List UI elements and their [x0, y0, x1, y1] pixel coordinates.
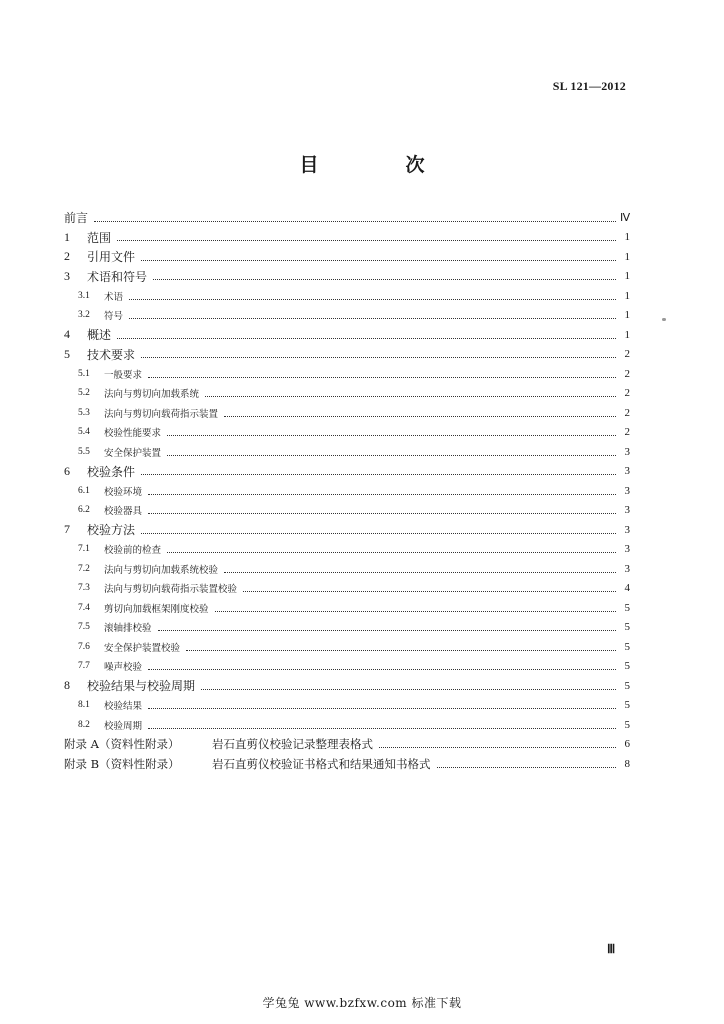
toc-leader-dots — [141, 473, 616, 475]
toc-entry-number: 3 — [64, 268, 70, 283]
toc-entry — [64, 325, 630, 345]
toc-leader-dots — [148, 493, 616, 495]
toc-entry-number: 7.2 — [78, 563, 90, 574]
toc-entry — [64, 306, 630, 326]
toc-leader-dots — [141, 259, 616, 261]
toc-entry-page: 4 — [624, 582, 630, 595]
toc-entry — [64, 286, 630, 306]
toc-entry-number: 7.1 — [78, 544, 90, 555]
toc-entry-page: Ⅳ — [620, 212, 631, 225]
toc-entry-title: 安全保护装置校验 — [104, 642, 181, 654]
toc-leader-dots — [141, 356, 616, 358]
toc-entry-title: 术语和符号 — [87, 269, 148, 284]
toc-leader-dots — [148, 707, 616, 709]
toc-entry — [64, 267, 630, 287]
toc-entry-title: 法向与剪切向加载系统 — [104, 389, 200, 401]
toc-entry — [64, 696, 630, 716]
toc-entry — [64, 462, 630, 482]
toc-entry-number: 6 — [64, 463, 70, 478]
toc-entry-page: 1 — [624, 231, 630, 244]
toc-entry-page: 1 — [624, 328, 630, 341]
toc-leader-dots — [201, 688, 616, 690]
toc-entry-title: 校验环境 — [104, 486, 143, 498]
toc-entry-page: 1 — [624, 309, 630, 322]
toc-leader-dots — [117, 239, 616, 241]
toc-entry-title: 校验器具 — [104, 506, 143, 518]
toc-leader-dots — [148, 512, 616, 514]
toc-entry-number: 8.1 — [78, 700, 90, 711]
toc-leader-dots — [215, 610, 616, 612]
toc-entry-page: 3 — [624, 504, 630, 517]
toc-entry-title: 岩石直剪仪校验记录整理表格式 — [212, 737, 373, 752]
toc-entry-page: 3 — [624, 543, 630, 556]
toc-leader-dots — [148, 727, 616, 729]
toc-entry-number: 附录 B（资料性附录） — [64, 756, 180, 771]
toc-entry — [64, 559, 630, 579]
toc-entry-number: 7.5 — [78, 622, 90, 633]
page-number: Ⅲ — [607, 942, 616, 956]
toc-entry-number: 附录 A（资料性附录） — [64, 737, 180, 752]
toc-leader-dots — [153, 278, 616, 280]
toc-entry-title: 噪声校验 — [104, 662, 143, 674]
toc-leader-dots — [167, 434, 616, 436]
toc-entry — [64, 715, 630, 735]
toc-entry — [64, 598, 630, 618]
toc-leader-dots — [437, 766, 617, 768]
toc-leader-dots — [205, 395, 616, 397]
toc-entry-number: 2 — [64, 249, 70, 264]
toc-entry-title: 安全保护装置 — [104, 447, 162, 459]
toc-entry — [64, 501, 630, 521]
toc-entry-title: 校验条件 — [87, 464, 136, 479]
toc-entry-page: 2 — [624, 387, 630, 400]
toc-entry-number: 8 — [64, 678, 70, 693]
toc-entry — [64, 228, 630, 248]
toc-entry-page: 5 — [624, 679, 630, 692]
toc-entry-page: 5 — [624, 601, 630, 614]
toc-entry-number: 7.7 — [78, 661, 90, 672]
toc-entry-page: 5 — [624, 621, 630, 634]
toc-leader-dots — [167, 551, 616, 553]
toc-entry — [64, 579, 630, 599]
toc-entry-number: 3.2 — [78, 310, 90, 321]
toc-entry-number: 6.1 — [78, 485, 90, 496]
toc-entry-page: 3 — [624, 523, 630, 536]
toc-entry-page: 1 — [624, 289, 630, 302]
toc-entry-title: 剪切向加载框架刚度校验 — [104, 603, 209, 615]
toc-leader-dots — [379, 746, 616, 748]
toc-entry-title: 一般要求 — [104, 369, 143, 381]
toc-entry-number: 7.3 — [78, 583, 90, 594]
toc-entry-number: 5.5 — [78, 446, 90, 457]
toc-entry-title: 校验周期 — [104, 720, 143, 732]
page-title: 目 次 — [299, 154, 459, 176]
toc-entry — [64, 481, 630, 501]
toc-entry — [64, 520, 630, 540]
toc-entry-title: 术语 — [104, 291, 124, 303]
toc-entry-page: 2 — [624, 348, 630, 361]
toc-entry — [64, 423, 630, 443]
toc-leader-dots — [94, 220, 616, 222]
toc-entry-number: 1 — [64, 229, 70, 244]
toc-entry-title: 概述 — [87, 328, 112, 343]
toc-entry-title: 范围 — [87, 230, 112, 245]
standard-code: SL 121—2012 — [552, 79, 626, 93]
toc-entry-page: 3 — [624, 445, 630, 458]
toc-entry-title: 法向与剪切向载荷指示装置校验 — [104, 584, 238, 596]
toc-entry — [64, 208, 630, 228]
toc-entry-number: 6.2 — [78, 505, 90, 516]
toc-entry-page: 3 — [624, 484, 630, 497]
toc-entry — [64, 384, 630, 404]
toc-entry — [64, 735, 630, 755]
toc-entry-page: 1 — [624, 270, 630, 283]
toc-entry — [64, 403, 630, 423]
toc-entry-page: 5 — [624, 699, 630, 712]
toc-entry — [64, 637, 630, 657]
toc-leader-dots — [148, 668, 616, 670]
toc-entry-page: 5 — [624, 660, 630, 673]
toc-entry-title: 校验前的检查 — [104, 545, 162, 557]
toc-entry-number: 5.4 — [78, 427, 90, 438]
toc-entry-title: 符号 — [104, 311, 124, 323]
toc-entry-title: 校验结果 — [104, 701, 143, 713]
toc-entry — [64, 676, 630, 696]
toc-entry-page: 2 — [624, 426, 630, 439]
toc-entry — [64, 345, 630, 365]
toc-entry-page: 5 — [624, 718, 630, 731]
toc-entry — [64, 657, 630, 677]
toc-leader-dots — [224, 571, 616, 573]
toc-entry-number: 3.1 — [78, 290, 90, 301]
toc-leader-dots — [141, 532, 616, 534]
toc-entry-page: 2 — [624, 406, 630, 419]
toc-entry — [64, 247, 630, 267]
toc-leader-dots — [148, 376, 616, 378]
toc-leader-dots — [186, 649, 616, 651]
toc-entry-number: 7 — [64, 522, 70, 537]
toc-entry-page: 3 — [624, 562, 630, 575]
toc-entry-page: 2 — [624, 367, 630, 380]
toc-entry-title: 岩石直剪仪校验证书格式和结果通知书格式 — [212, 756, 431, 771]
toc-entry-number: 5.3 — [78, 407, 90, 418]
toc-leader-dots — [167, 454, 616, 456]
toc-entry-title: 校验结果与校验周期 — [87, 679, 196, 694]
toc-entry-title: 法向与剪切向载荷指示装置 — [104, 408, 219, 420]
toc-leader-dots — [117, 337, 616, 339]
toc-entry-number: 4 — [64, 327, 70, 342]
toc-entry-title: 滚轴排校验 — [104, 623, 152, 635]
footer-watermark: 学兔兔 www.bzfxw.com 标准下载 — [262, 996, 462, 1010]
toc-entry — [64, 442, 630, 462]
toc-leader-dots — [129, 317, 616, 319]
toc-entry — [64, 364, 630, 384]
toc-entry-title: 校验方法 — [87, 523, 136, 538]
toc-entry-title: 引用文件 — [87, 250, 136, 265]
toc-entry-number: 5.1 — [78, 368, 90, 379]
toc-entry-title: 技术要求 — [87, 347, 136, 362]
toc-entry-page: 5 — [624, 640, 630, 653]
toc-leader-dots — [243, 590, 616, 592]
toc-entry-number: 5 — [64, 346, 70, 361]
toc-entry — [64, 540, 630, 560]
toc-leader-dots — [224, 415, 616, 417]
scan-mark — [662, 318, 666, 321]
toc-entry-number: 5.2 — [78, 388, 90, 399]
toc-entry — [64, 754, 630, 774]
toc-entry-page: 1 — [624, 250, 630, 263]
toc-entry-number: 8.2 — [78, 719, 90, 730]
table-of-contents — [64, 208, 630, 774]
toc-entry-page: 3 — [624, 465, 630, 478]
toc-entry-page: 6 — [624, 738, 630, 751]
toc-entry-title: 前言 — [64, 211, 89, 226]
toc-entry-number: 7.6 — [78, 641, 90, 652]
toc-entry — [64, 618, 630, 638]
toc-entry-page: 8 — [624, 757, 630, 770]
toc-leader-dots — [129, 298, 616, 300]
toc-entry-number: 7.4 — [78, 602, 90, 613]
toc-entry-title: 法向与剪切向加载系统校验 — [104, 564, 219, 576]
toc-leader-dots — [158, 629, 616, 631]
toc-entry-title: 校验性能要求 — [104, 428, 162, 440]
